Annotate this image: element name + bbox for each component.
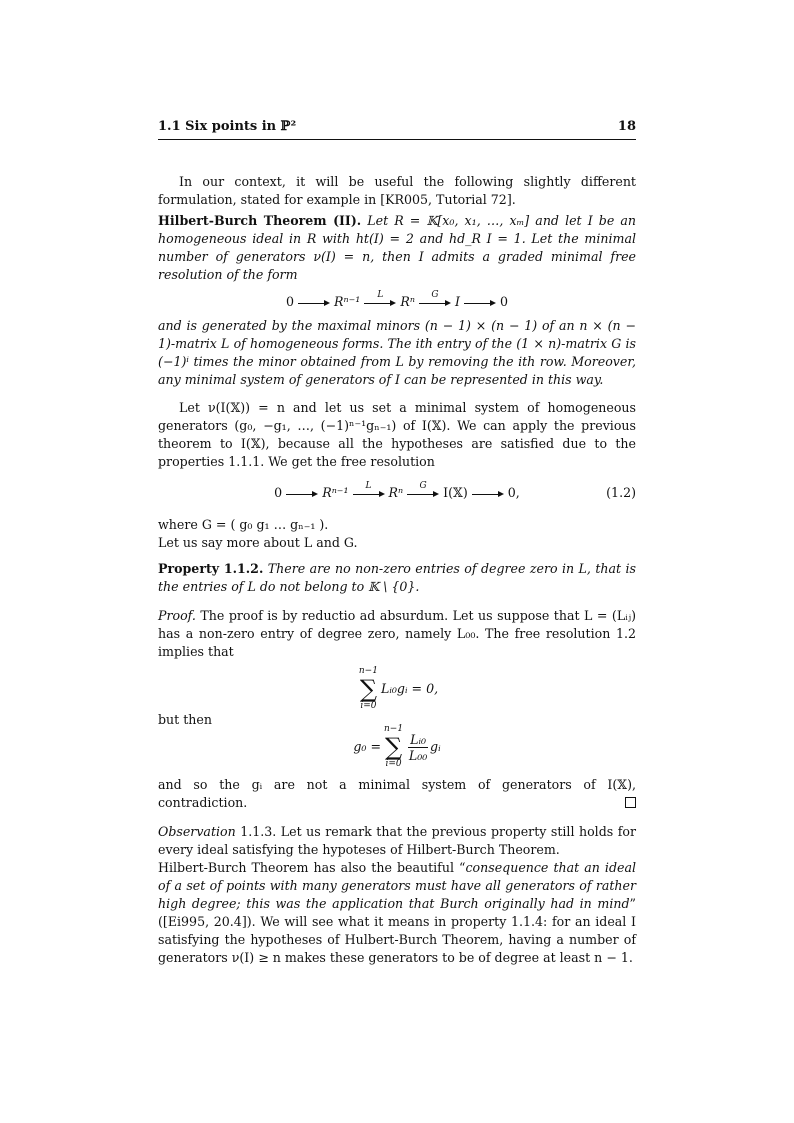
sum2-lower: i=0: [385, 759, 402, 769]
but-then-line: but then: [158, 712, 212, 727]
res2-rn: Rⁿ: [388, 485, 404, 500]
res1-arrow-1: [298, 298, 330, 308]
theorem-continuation: and is generated by the maximal minors (n − 1) × (n − 1) of an n × (n − 1)-matrix L of homogeneous forms. The ith entry of the (1 × n)-matrix G is (−1)ⁱ times the minor obtained from L by removing the ith row. Moreover, any minimal system of generators of I can be represented in this way.: [158, 318, 636, 387]
closing-tail: ” ([Ei995, 20.4]). We will see what it means in property 1.1.4: for an ideal I satisfying the hypotheses of Hulbert-Burch Theorem, having a number of generators ν(I) ≥ n makes these generators to be of degree at least n − 1.: [158, 896, 636, 965]
res1-rn: Rⁿ: [400, 294, 415, 309]
res1-rn1: Rⁿ⁻¹: [334, 294, 361, 309]
eq2-numerator: Lᵢ₀: [410, 731, 427, 747]
res2-IX: I(𝕏): [443, 485, 468, 500]
sum1-body: Lᵢ₀gᵢ = 0,: [380, 681, 439, 696]
summation-2: [384, 724, 403, 770]
res2-arrow-G: [407, 480, 439, 499]
page-number: 18: [617, 119, 636, 134]
header-rule: [158, 139, 636, 140]
res1-arrow-G: [419, 289, 451, 308]
res2-zero-left: 0: [274, 485, 283, 500]
eq2-tail: gᵢ: [430, 739, 441, 754]
res2-arrow-L: [353, 480, 385, 499]
closing-quote: consequence that an ideal of a set of points with many generators must have all generators of rather high degree; this was the application that Burch originally had in mind: [158, 860, 636, 911]
res2-zero-right: 0,: [507, 485, 520, 500]
theorem-statement: Let R = 𝕂[x₀, x₁, …, xₘ] and let I be an homogeneous ideal in R with ht(I) = 2 and hd_R I = 1. Let the minimal number of generators ν(I) = n, then I admits a graded minimal free resolution of the form: [158, 213, 636, 282]
sum1-upper: n−1: [358, 666, 378, 676]
proof-paragraph: [158, 607, 636, 661]
observation-text: 1.1.3. Let us remark that the previous property still holds for every ideal satisfying the hypoteses of Hilbert-Burch Theorem.: [158, 824, 636, 857]
eq2-lhs: g₀ =: [353, 739, 382, 754]
theorem-title: Hilbert-Burch Theorem (II).: [158, 213, 362, 228]
res1-label-G: G: [431, 289, 439, 300]
resolution-2: [158, 480, 636, 502]
proof-equation-1: [158, 660, 636, 712]
res1-zero-left: 0: [285, 294, 294, 309]
res1-label-L: L: [377, 289, 384, 300]
intro-paragraph: In our context, it will be useful the following slightly different formulation, stated for example in [KR005, Tutorial 72].: [158, 174, 636, 207]
closing-lead: Hilbert-Burch Theorem has also the beautiful “: [158, 860, 466, 875]
proof-label: Proof.: [158, 608, 196, 623]
property-statement: There are no non-zero entries of degree zero in L, that is the entries of L do not belong to 𝕂 \ {0}.: [158, 561, 636, 594]
running-header: [158, 118, 636, 136]
property-block: [158, 560, 636, 596]
sum2-sigma: ∑: [384, 733, 403, 761]
equation-1: [356, 666, 438, 712]
section-title: 1.1 Six points in ℙ²: [158, 119, 297, 134]
closing-paragraph: [158, 859, 636, 967]
res1-zero-right: 0: [500, 294, 509, 309]
generators-paragraph: Let ν(I(𝕏)) = n and let us set a minimal system of homogeneous generators (g₀, −g₁, …, (−1)ⁿ⁻¹gₙ₋₁) of I(𝕏). We can apply the previous theorem to I(𝕏), because all the hypotheses are satisfied due to the properties 1.1.1. We get the free resolution: [158, 400, 636, 469]
equation-number: (1.2): [606, 485, 636, 500]
res2-label-L: L: [365, 480, 372, 491]
sum1-sigma: ∑: [359, 675, 377, 703]
sum1-lower: i=0: [360, 701, 377, 711]
proof-conclusion: and so the gᵢ are not a minimal system of generators of I(𝕏), contradiction.: [158, 777, 636, 810]
res2-arrow-1: [286, 489, 318, 499]
res2-label-G: G: [419, 480, 427, 491]
proof-text: The proof is by reductio ad absurdum. Let us suppose that L = (Lᵢⱼ) has a non-zero entry of degree zero, namely L₀₀. The free resolution 1.2 implies that: [158, 608, 636, 659]
theorem-block: [158, 212, 636, 284]
property-title: Property 1.1.2.: [158, 561, 264, 576]
observation-label: Observation: [158, 824, 236, 839]
observation-paragraph: [158, 823, 636, 859]
res2-arrow-4: [472, 489, 504, 499]
res1-arrow-4: [464, 298, 496, 308]
res1-arrow-L: [364, 289, 396, 308]
where-g-line: where G = ( g₀ g₁ … gₙ₋₁ ).: [158, 517, 329, 532]
res1-I: I: [454, 294, 460, 309]
res2-rn1: Rⁿ⁻¹: [322, 485, 349, 500]
summation-1: [359, 666, 378, 712]
sum2-upper: n−1: [384, 724, 404, 734]
eq2-fraction: [408, 732, 428, 763]
resolution-1: [158, 289, 636, 311]
qed-symbol: [625, 797, 636, 808]
say-more-line: Let us say more about L and G.: [158, 535, 358, 550]
equation-2: [353, 724, 440, 770]
eq2-denominator: L₀₀: [408, 747, 428, 763]
proof-equation-2: [158, 724, 636, 770]
